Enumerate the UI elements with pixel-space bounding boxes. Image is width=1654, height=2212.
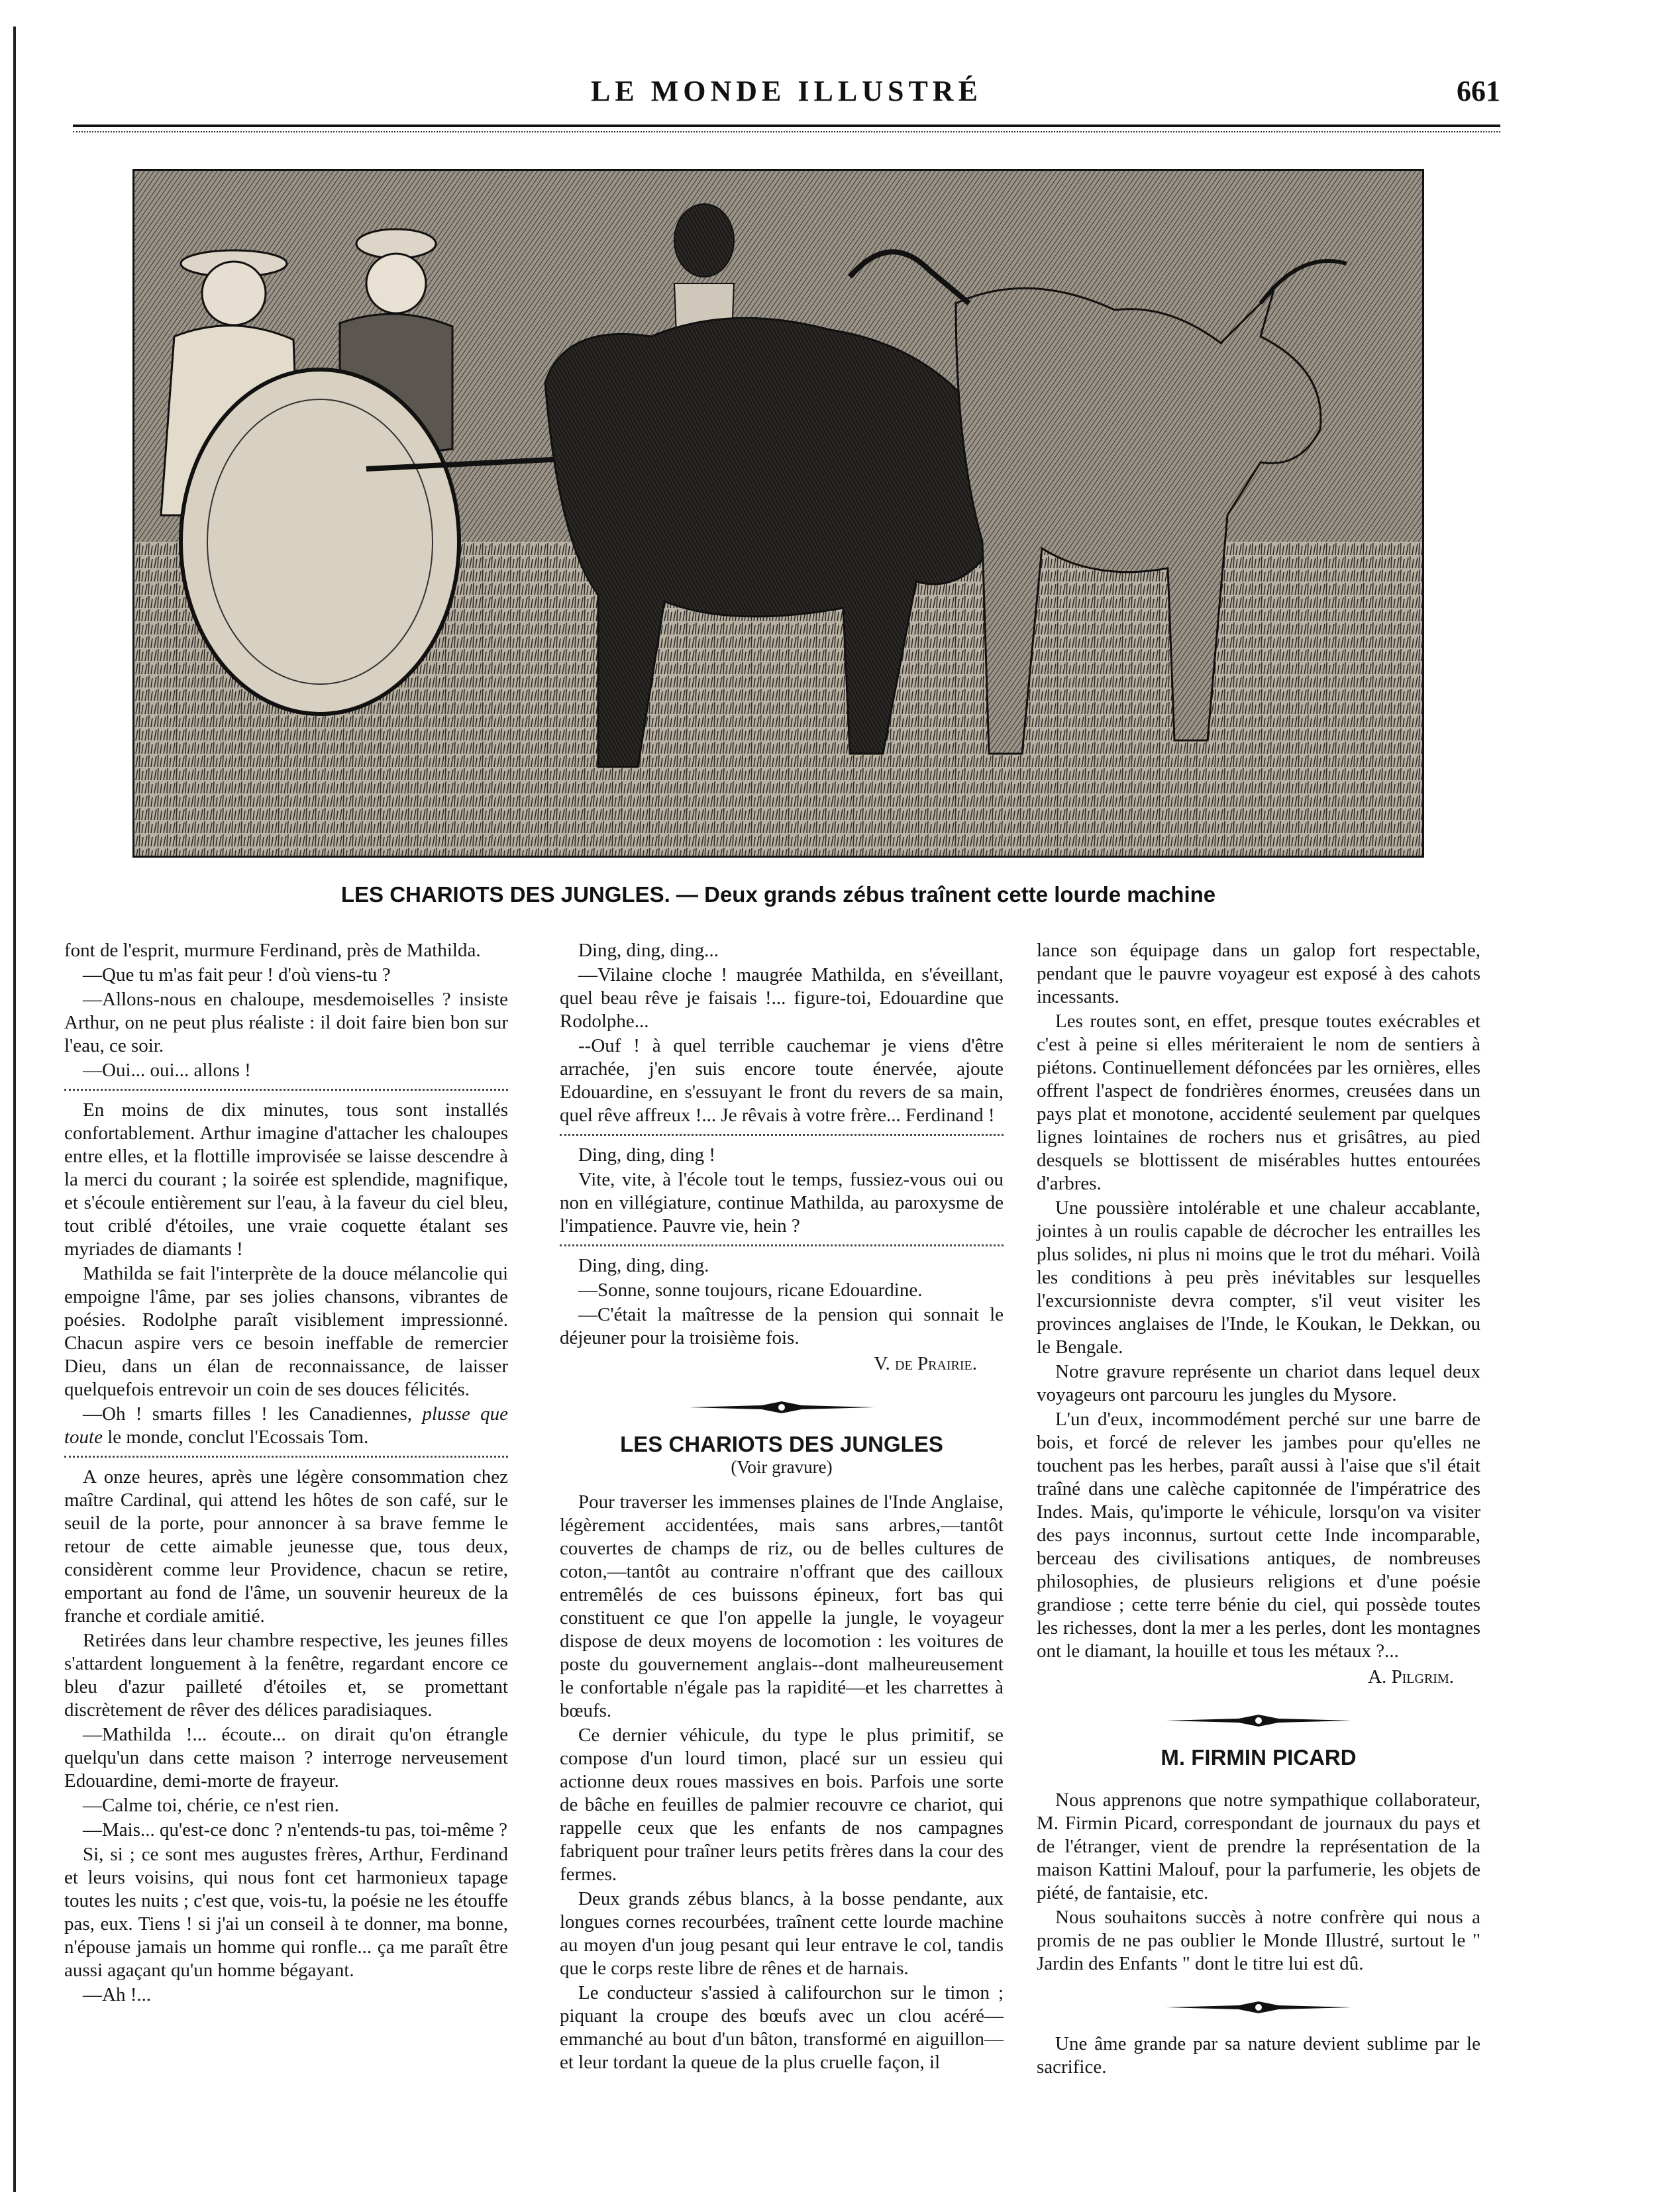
paragraph: Une âme grande par sa nature devient sublime par le sacrifice. xyxy=(1037,2033,1480,2078)
cart-wheel xyxy=(181,370,459,714)
paragraph: —Oui... oui... allons ! xyxy=(83,1060,251,1081)
paragraph: --Ouf ! à quel terrible cauchemar je viens d'être arrachée, j'en suis encore toute énervée, ajoute Edouardine, en s'essuyant le front du revers de sa main, quel rêve affreux !... Je rêvais à votre frère... Ferdinand ! xyxy=(560,1035,1004,1126)
paragraph: Deux grands zébus blancs, à la bosse pendante, aux longues cornes recourbées, traînent cette lourde machine au moyen d'un joug pesant qui leur entrave le col, tandis que le corps reste libre de rênes et de harnais. xyxy=(560,1888,1004,1979)
paragraph xyxy=(64,1403,508,1449)
paragraph: Mathilda se fait l'interprète de la douce mélancolie qui empoigne l'âme, par ses jolies chansons, vibrantes de poésies. Rodolphe paraît visiblement impressionné. Chacun aspire vers ce besoin ineffable de remercier Dieu, dans un élan de reconnaissance, de laisser quelquefois entrevoir un coin de ses douces félicités. xyxy=(64,1263,508,1400)
section-title: M. FIRMIN PICARD xyxy=(1161,1745,1357,1770)
paragraph: lance son équipage dans un galop fort respectable, pendant que le pauvre voyageur est exposé à des cahots incessants. xyxy=(1037,940,1480,1007)
paragraph: L'un d'eux, incommodément perché sur une barre de bois, et forcé de relever les jambes pour qu'elles ne touchent pas les herbes, paraît aussi à l'aise que s'il était traîné dans une calèche capitonnée de l'impératrice des Indes. Mais, qu'importe le véhicule, lorsqu'on va visiter des pays inconnus, surtout cette Inde incomparable, berceau des civilisations antiques, de nombreuses philosophies, de plusieurs religions et d'une poésie grandiose ; cette terre bénie du ciel, qui possède toutes les richesses, dont la mer a les perles, dont les montagnes ont le diamant, la houille et tous les métaux ?... xyxy=(1037,1409,1480,1662)
ornament-divider-icon xyxy=(682,1399,881,1415)
caption-text: Deux grands zébus traînent cette lourde machine xyxy=(704,882,1216,907)
paragraph: font de l'esprit, murmure Ferdinand, près de Mathilda. xyxy=(64,940,481,961)
column-2 xyxy=(560,939,1004,2076)
paragraph: —Mais... qu'est-ce donc ? n'entends-tu pas, toi-même ? xyxy=(83,1819,508,1840)
paragraph: —Vilaine cloche ! maugrée Mathilda, en s'éveillant, quel beau rêve je faisais !... figure-toi, Edouardine que Rodolphe... xyxy=(560,964,1004,1032)
paragraph: Nous souhaitons succès à notre confrère qui nous a promis de ne pas oublier le Monde Illustré, surtout le " Jardin des Enfants " dont le titre lui est dû. xyxy=(1037,1907,1480,1974)
paragraph: Ding, ding, ding ! xyxy=(578,1144,716,1166)
text-run: le monde, conclut l'Ecossais Tom. xyxy=(107,1427,369,1448)
column-3 xyxy=(1037,939,1480,2080)
paragraph: —Mathilda !... écoute... on dirait qu'on étrangle quelqu'un dans cette maison ? interroge nerveusement Edouardine, demi-morte de frayeur. xyxy=(64,1724,508,1791)
paragraph: —Sonne, sonne toujours, ricane Edouardine. xyxy=(578,1280,923,1301)
paragraph: Ding, ding, ding... xyxy=(578,940,719,961)
engraving-drawing xyxy=(134,171,1424,858)
ornament-divider-icon xyxy=(1159,1713,1358,1729)
header-rule xyxy=(73,125,1500,127)
dotted-separator xyxy=(560,1134,1004,1136)
dotted-separator xyxy=(64,1456,508,1458)
paragraph: En moins de dix minutes, tous sont installés confortablement. Arthur imagine d'attacher les chaloupes entre elles, et la flottille improvisée se laisse descendre à la merci du courant ; la soirée est splendide, magnifique, et s'écoule entièrement sur l'eau, à la faveur du ciel bleu, tout criblé d'étoiles, une vraie coquette étalant ses myriades de diamants ! xyxy=(64,1099,508,1260)
caption-title: LES CHARIOTS DES JUNGLES. xyxy=(340,882,670,907)
italic-run: plusse que toute xyxy=(64,1403,509,1448)
signature: V. de Prairie. xyxy=(874,1353,977,1374)
paragraph: —C'était la maîtresse de la pension qui sonnait le déjeuner pour la troisième fois. xyxy=(560,1304,1004,1348)
masthead: LE MONDE ILLUSTRÉ xyxy=(591,75,982,107)
section-title: LES CHARIOTS DES JUNGLES xyxy=(620,1432,943,1456)
dotted-separator xyxy=(64,1089,508,1091)
engraving-illustration xyxy=(132,169,1424,858)
ornament-divider-icon xyxy=(1159,1999,1358,2015)
text-run: —Oh ! smarts filles ! les Canadiennes, xyxy=(83,1403,412,1425)
paragraph: —Ah !... xyxy=(83,1984,152,2005)
paragraph: Notre gravure représente un chariot dans lequel deux voyageurs ont parcouru les jungles du Mysore. xyxy=(1037,1361,1480,1405)
header-dotted-rule xyxy=(73,131,1500,132)
paragraph: Nous apprenons que notre sympathique collaborateur, M. Firmin Picard, correspondant de journaux du pays et de l'étranger, vient de prendre la représentation de la maison Kattini Malouf, pour la parfumerie, les objets de piété, de fantaisie, etc. xyxy=(1037,1789,1480,1903)
paragraph: Retirées dans leur chambre respective, les jeunes filles s'attardent longuement à la fenêtre, regardant encore ce bleu d'azur pailleté d'étoiles et, se promettant discrètement de rêver des délices paradisiaques. xyxy=(64,1630,508,1721)
section-subtitle: (Voir gravure) xyxy=(731,1457,833,1477)
page-header xyxy=(73,74,1500,114)
paragraph: Ce dernier véhicule, du type le plus primitif, se compose d'un lourd timon, placé sur un essieu qui actionne deux roues massives en bois. Parfois une sorte de bâche en feuilles de palmier recouvre ce chariot, qui rappelle ceux que les enfants de nos campagnes fabriquent pour traîner leurs petits frères dans la cour des fermes. xyxy=(560,1725,1004,1885)
paragraph: Les routes sont, en effet, presque toutes exécrables et c'est à peine si elles mériteraient le nom de sentiers à piétons. Continuellement défoncées par les ornières, elles offrent l'aspect de fondrières énormes, creusées dans un pays plat et monotone, accidenté seulement par quelques lignes lointaines de rochers nus et grisâtres, au pied desquels se blottissent de misérables huttes entourées d'arbres. xyxy=(1037,1011,1480,1194)
column-1 xyxy=(64,939,508,2008)
figure-caption xyxy=(132,882,1424,907)
paragraph: Si, si ; ce sont mes augustes frères, Arthur, Ferdinand et leurs voisins, qui nous font cet harmonieux tapage toutes les nuits ; c'est que, vois-tu, la poésie ne les étouffe pas, eux. Tiens ! si j'ai un conseil à te donner, ma bonne, n'épouse jamais un homme qui ronfle... ça me paraît être aussi agaçant qu'un homme bégayant. xyxy=(64,1844,508,1981)
paragraph: Vite, vite, à l'école tout le temps, fussiez-vous oui ou non en villégiature, continue Mathilda, au paroxysme de l'impatience. Pauvre vie, hein ? xyxy=(560,1169,1004,1236)
paragraph: A onze heures, après une légère consommation chez maître Cardinal, qui attend les hôtes de son café, sur le seuil de la porte, pour annoncer à sa brave femme le retour de cette aimable jeunesse que, tous deux, considèrent comme leur Providence, chacun se retire, emportant au fond de l'âme, un souvenir heureux de la franche et cordiale amitié. xyxy=(64,1466,508,1627)
paragraph: —Allons-nous en chaloupe, mesdemoiselles ? insiste Arthur, on ne peut plus réaliste : il doit faire bien bon sur l'eau, ce soir. xyxy=(64,989,508,1056)
paragraph: —Calme toi, chérie, ce n'est rien. xyxy=(83,1795,339,1816)
signature: A. Pilgrim. xyxy=(1368,1666,1454,1687)
paragraph: Ding, ding, ding. xyxy=(578,1255,709,1276)
page-number: 661 xyxy=(1457,75,1500,107)
paragraph: —Que tu m'as fait peur ! d'où viens-tu ? xyxy=(83,964,391,985)
paragraph: Le conducteur s'assied à califourchon sur le timon ; piquant la croupe des bœufs avec un clou acéré—emmanché au bout d'un bâton, transformé en aiguillon—et leur tordant la queue de la plus cruelle façon, il xyxy=(560,1982,1004,2073)
caption-dash: — xyxy=(676,882,698,907)
paragraph: Pour traverser les immenses plaines de l'Inde Anglaise, légèrement accidentées, mais sans arbres,—tantôt couvertes de champs de riz, ou de belles cultures de coton,—tantôt au contraire n'offrant que des cailloux entremêlés de ces buissons épineux, fort bas qui constituent ce que l'on appelle la jungle, le voyageur dispose de deux moyens de locomotion : les voitures de poste du gouvernement anglais--dont malheureusement le confortable n'égale pas la rapidité—et les charrettes à bœufs. xyxy=(560,1491,1004,1721)
dotted-separator xyxy=(560,1244,1004,1246)
paragraph: Une poussière intolérable et une chaleur accablante, jointes à un roulis capable de décrocher les entrailles les plus solides, ni plus ni moins que le trot du méhari. Voilà les conditions à peu près inévitables sur lesquelles l'excursionniste devra compter, s'il veut visiter les provinces anglaises de l'Inde, le Koukan, le Dekkan, ou le Bengale. xyxy=(1037,1197,1480,1358)
page-binding-edge xyxy=(13,26,16,2192)
